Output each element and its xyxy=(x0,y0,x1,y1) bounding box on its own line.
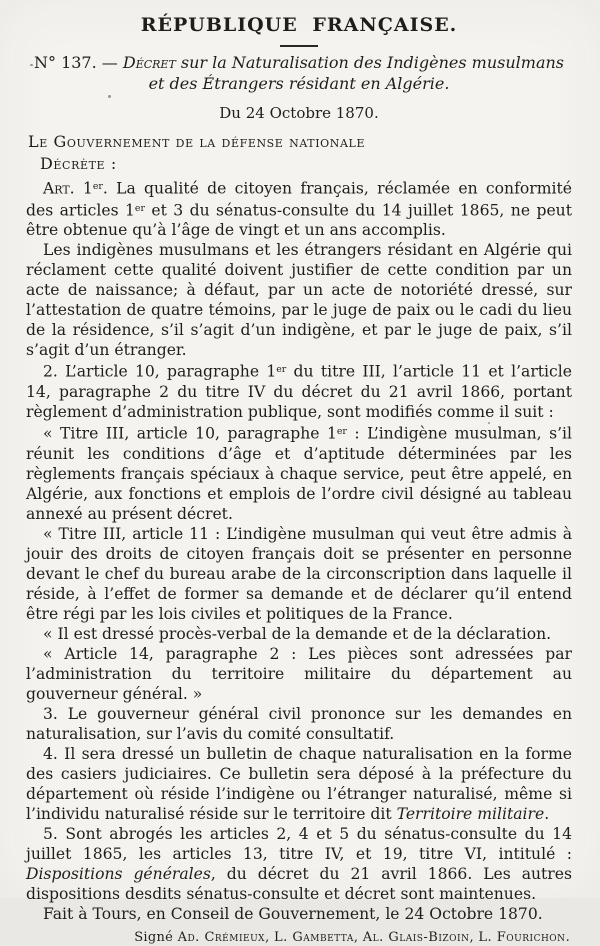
text-run: er xyxy=(336,426,347,438)
text-run: . La qualité de citoyen français, réclamée en conformité des articles 1 xyxy=(26,179,572,220)
text-run: « Titre III, article 10, paragraphe 1 xyxy=(43,424,337,443)
text-run: « Il est dressé procès-verbal de la demande et de la déclaration. xyxy=(43,624,552,643)
decree-heading-line-2 xyxy=(26,73,572,94)
scan-speck xyxy=(108,95,111,98)
text-run: 4. Il sera dressé un bulletin de chaque naturalisation en la forme des casiers judiciaires. Ce bulletin sera déposé à la préfecture du département où réside l’indigène ou l’étranger naturalisé, même si l’individu naturalisé réside sur le territoire dit xyxy=(26,744,572,823)
decree-body xyxy=(26,177,572,924)
text-run: 2. L’article 10, paragraphe 1 xyxy=(43,363,277,382)
paragraph xyxy=(26,360,572,422)
paragraph xyxy=(26,704,572,744)
text-run: Territoire militaire xyxy=(396,804,545,823)
text-run: du titre III, l’article 11 et l’article 14, paragraphe 2 du titre IV du décret du 21 avril 1866, portant règlement d’administration publique, sont modifiés comme il suit : xyxy=(26,363,572,422)
text-run: . xyxy=(544,804,550,823)
paragraph xyxy=(26,524,572,624)
signature-line xyxy=(26,929,570,946)
divider-rule xyxy=(280,45,318,47)
text-run: et des Étrangers résidant en Algérie. xyxy=(148,74,450,93)
scan-speck xyxy=(30,64,33,66)
paragraph xyxy=(26,904,572,924)
paragraph xyxy=(26,240,572,360)
text-run: Décret xyxy=(122,53,176,72)
text-run: sur la Naturalisation des Indigènes musulmans xyxy=(175,53,565,72)
decrete-line: Décrète : xyxy=(40,154,117,173)
text-run: « Titre III, article 11 : L’indigène musulman qui veut être admis à jouir des droits de citoyen français doit se présenter en personne devant le chef du bureau arabe de la circonscription dans laquelle il réside, à l’effet de former sa demande et de déclarer qu’il entend être régi par les lois civiles et politiques de la France. xyxy=(26,524,572,623)
decree-heading xyxy=(26,52,572,94)
text-run: L. Fourichon xyxy=(478,929,566,945)
text-run: 3. Le gouverneur général civil prononce sur les demandes en naturalisation, sur l’avis du comité consultatif. xyxy=(26,704,572,743)
text-run: , xyxy=(265,929,274,945)
text-run: : L’indigène musulman, s’il réunit les conditions d’âge et d’aptitude déterminées par les règlements français spéciaux à chaque service, peut être appelé, en Algérie, aux fonctions et emplois de l’ordre civil désigné au tableau annexé au présent décret. xyxy=(26,424,573,523)
paragraph xyxy=(26,824,572,904)
text-run: er xyxy=(276,364,287,376)
text-run: Fait à Tours, en Conseil de Gouvernement, le 24 Octobre 1870. xyxy=(43,904,543,923)
text-run: . xyxy=(565,929,570,945)
text-run: Les indigènes musulmans et les étrangers résidant en Algérie qui réclament cette qualité doivent justifier de cette condition par un acte de naissance; à défaut, par un acte de notoriété dressé, sur l’attestation de quatre témoins, par le juge de paix ou le cadi du lieu de la résidence, s’il s’agit d’un indigène, et par le juge de paix, s’il s’agit d’un étranger. xyxy=(26,241,572,360)
text-run: Dispositions générales xyxy=(26,864,211,883)
text-run: et 3 du sénatus-consulte du 14 juillet 1865, ne peut être obtenue qu’à l’âge de vingt et un ans accomplis. xyxy=(26,201,572,240)
text-run: Signé xyxy=(134,929,178,945)
paragraph xyxy=(26,624,572,644)
text-run: , du décret du 21 avril 1866. Les autres dispositions desdits sénatus-consulte et décret sont maintenues. xyxy=(26,864,572,903)
scan-speck xyxy=(488,422,490,424)
masthead-title: RÉPUBLIQUE FRANÇAISE. xyxy=(140,14,458,36)
opening-line: Le Gouvernement de la défense nationale xyxy=(28,132,366,151)
text-run: « Article 14, paragraphe 2 : Les pièces sont adressées par l’administration du territoire militaire du département au gouverneur général. » xyxy=(26,644,572,703)
decree-heading-line-1 xyxy=(26,52,572,73)
text-run: Al. Glais-Bizoin xyxy=(362,929,470,945)
text-run: er xyxy=(134,202,145,214)
date-line: Du 24 Octobre 1870. xyxy=(219,104,379,122)
text-run: 5. Sont abrogés les articles 2, 4 et 5 du sénatus-consulte du 14 juillet 1865, les articles 13, titre IV, et 19, titre VI, intitulé : xyxy=(26,824,572,863)
text-run: er xyxy=(92,181,103,192)
text-run: L. Gambetta xyxy=(273,929,354,945)
text-run: Ad. Crémieux xyxy=(177,929,266,945)
text-run: , xyxy=(469,929,479,945)
paragraph xyxy=(26,744,572,824)
paragraph xyxy=(26,177,572,240)
text-run: , xyxy=(353,929,363,945)
paragraph xyxy=(26,422,572,524)
paragraph xyxy=(26,644,572,704)
text-run: Art. xyxy=(43,179,75,198)
text-run: 1 xyxy=(74,179,93,198)
text-run: N° 137. — xyxy=(33,53,123,72)
